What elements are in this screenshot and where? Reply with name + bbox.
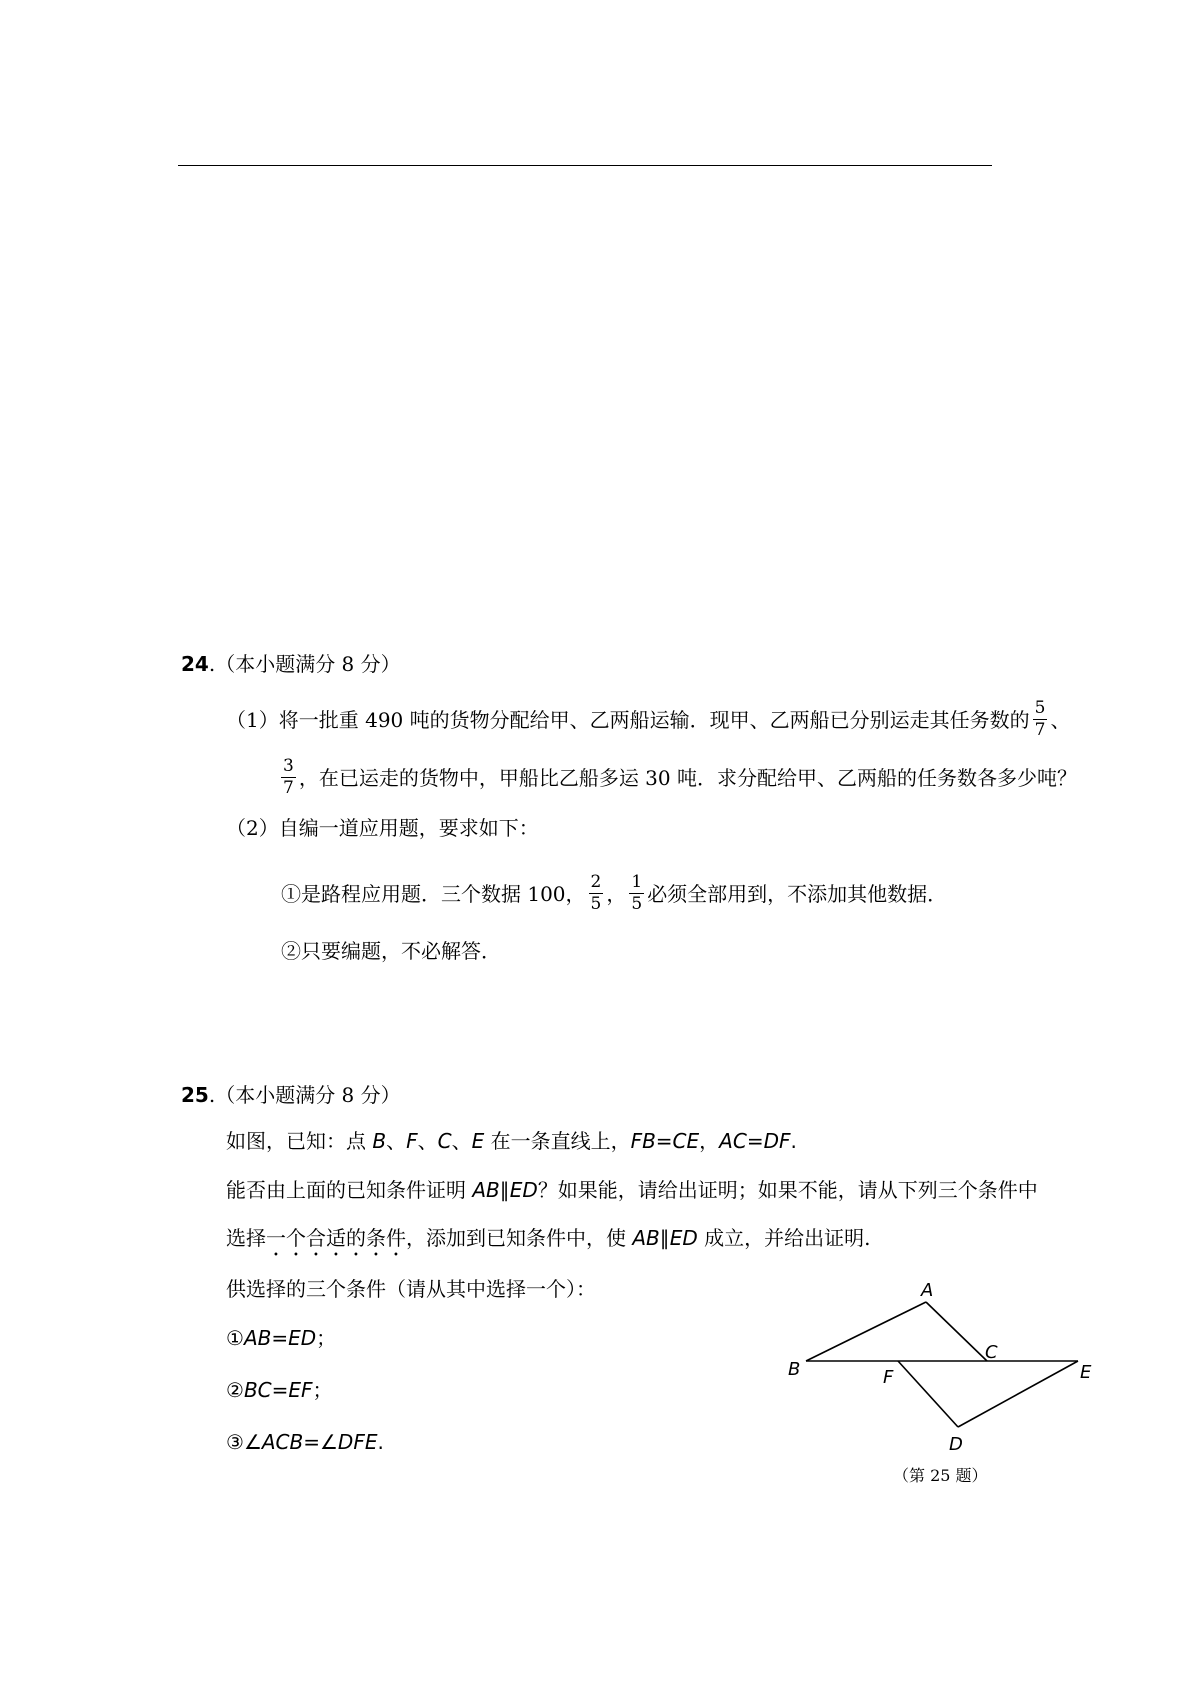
figure-label-a: A — [921, 1280, 934, 1301]
fraction-denominator: 7 — [283, 778, 294, 798]
statement-ab-parallel-ed: AB∥ED — [472, 1178, 538, 1202]
figure-label-b: B — [788, 1359, 801, 1380]
q24-part2-text: 自编一道应用题，要求如下： — [278, 816, 539, 840]
option-1-text: AB=ED — [243, 1326, 317, 1350]
figure-label-f: F — [883, 1367, 894, 1388]
separator: 、 — [417, 1129, 438, 1153]
statement-ab-parallel-ed: AB∥ED — [632, 1226, 698, 1250]
separator: ， — [699, 1129, 720, 1153]
q25-line1-text: 在一条直线上， — [484, 1129, 631, 1153]
segment-fd — [898, 1361, 958, 1427]
separator: 、 — [451, 1129, 472, 1153]
option-marker: ② — [226, 1378, 244, 1402]
requirement-2-text: ②只要编题，不必解答． — [281, 939, 501, 963]
point-f-label: F — [406, 1129, 418, 1153]
option-marker: ① — [226, 1326, 244, 1350]
figure-label-e: E — [1080, 1362, 1092, 1383]
q24-part1-text-b: 、 — [1050, 708, 1071, 732]
q25-line3-text: 选择 — [226, 1226, 266, 1250]
option-end: ； — [316, 1326, 337, 1350]
option-end: ； — [312, 1378, 333, 1402]
option-marker: ③ — [226, 1430, 244, 1454]
q24-number: 24 — [181, 652, 209, 676]
option-end: . — [377, 1430, 384, 1454]
point-b-label: B — [372, 1129, 387, 1153]
q24-part1-label: （1） — [226, 708, 279, 732]
q24-part2-label: （2） — [226, 816, 279, 840]
segment-de — [958, 1361, 1078, 1427]
fraction-numerator: 3 — [283, 756, 294, 776]
q24-points: .（本小题满分 8 分） — [208, 652, 401, 676]
q24-part1-text-a: 将一批重 490 吨的货物分配给甲、乙两船运输．现甲、乙两船已分别运走其任务数的 — [278, 708, 1030, 732]
fraction-denominator: 5 — [590, 894, 602, 914]
options-intro-text: 供选择的三个条件（请从其中选择一个）： — [226, 1277, 596, 1301]
fraction-numerator: 5 — [1034, 698, 1046, 718]
point-e-label: E — [471, 1129, 485, 1153]
option-3-text: ∠ACB=∠DFE — [243, 1430, 378, 1454]
figure-label-c: C — [985, 1342, 998, 1363]
q24-part1-text-c: ，在已运走的货物中，甲船比乙船多运 30 吨．求分配给甲、乙两船的任务数各多少吨？ — [298, 766, 1077, 790]
period: . — [790, 1129, 797, 1153]
condition-fb-ce: FB=CE — [630, 1129, 700, 1153]
requirement-1-text-b: 必须全部用到，不添加其他数据． — [647, 882, 948, 906]
q25-number: 25 — [181, 1083, 209, 1107]
q25-line3-text: 成立，并给出证明. — [697, 1226, 871, 1250]
emphasized-text: 一个合适的条件 — [266, 1226, 406, 1250]
fraction-numerator: 2 — [590, 872, 602, 892]
fraction-denominator: 5 — [631, 894, 643, 914]
requirement-1-text-a: ①是路程应用题．三个数据 100， — [281, 882, 586, 906]
requirement-1-comma: ， — [606, 882, 627, 906]
q25-line2-text: ？如果能，请给出证明；如果不能，请从下列三个条件中 — [537, 1178, 1038, 1202]
condition-ac-df: AC=DF — [719, 1129, 791, 1153]
separator: 、 — [386, 1129, 407, 1153]
segment-ac — [926, 1302, 987, 1361]
q25-line3-text: ，添加到已知条件中，使 — [406, 1226, 633, 1250]
option-2-text: BC=EF — [243, 1378, 313, 1402]
segment-ba — [806, 1302, 926, 1361]
q25-points: .（本小题满分 8 分） — [208, 1083, 401, 1107]
fraction-numerator: 1 — [631, 872, 643, 892]
figure-label-d: D — [949, 1434, 963, 1455]
fraction-denominator: 7 — [1034, 720, 1046, 740]
q25-line2-text: 能否由上面的已知条件证明 — [226, 1178, 473, 1202]
point-c-label: C — [437, 1129, 452, 1153]
q25-line1-text: 如图，已知：点 — [226, 1129, 373, 1153]
figure-caption: （第 25 题） — [893, 1466, 988, 1485]
